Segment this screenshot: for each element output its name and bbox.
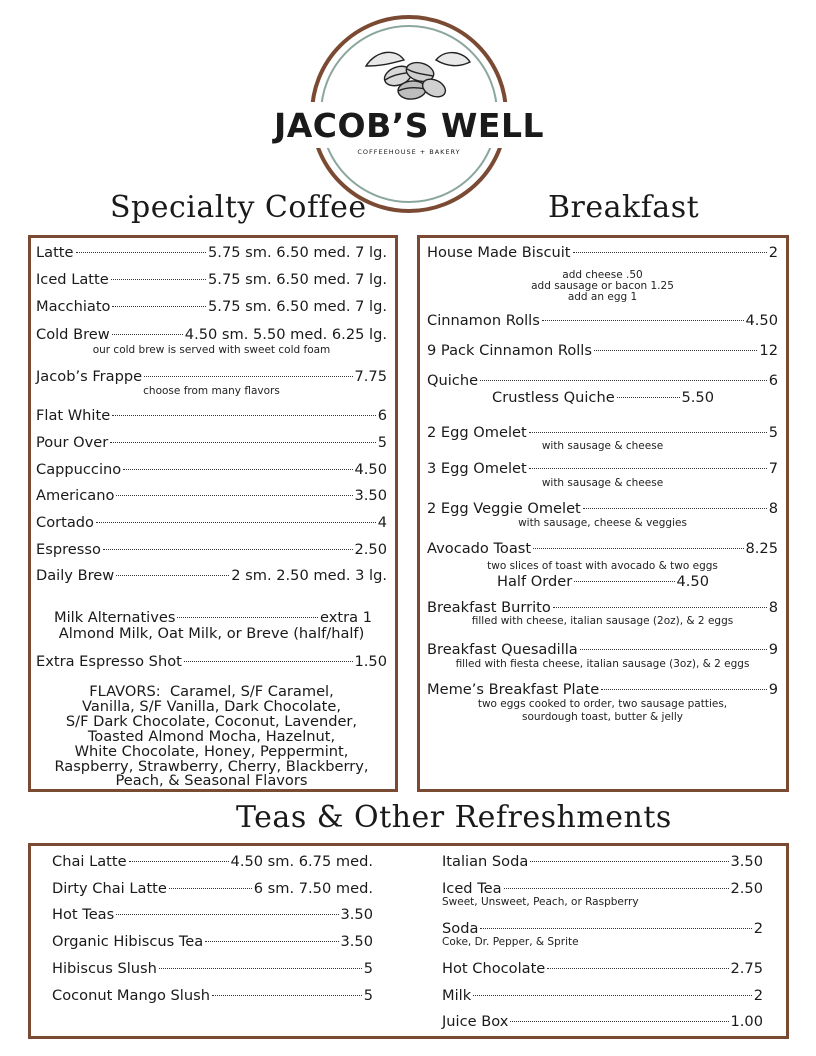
menu-item: Hot Teas 3.50 (52, 906, 373, 923)
menu-item: Chai Latte 4.50 sm. 6.75 med. (52, 853, 373, 870)
menu-item: Latte 5.75 sm. 6.50 med. 7 lg. (36, 244, 387, 261)
menu-item: Soda 2 (442, 920, 763, 937)
menu-item: Juice Box 1.00 (442, 1013, 763, 1030)
menu-item: Flat White 6 (36, 407, 387, 424)
item-note: with sausage & cheese (541, 477, 664, 489)
menu-item: Hibiscus Slush 5 (52, 960, 373, 977)
menu-item: Half Order 4.50 (497, 573, 709, 590)
item-note: our cold brew is served with sweet cold foam (92, 344, 331, 356)
item-note: two slices of toast with avocado & two eggs (487, 560, 718, 572)
item-note: add cheese .50 (562, 269, 643, 281)
item-note: choose from many flavors (143, 385, 280, 397)
menu-item: Milk 2 (442, 987, 763, 1004)
flavors-line: Peach, & Seasonal Flavors (115, 772, 308, 789)
item-note: add an egg 1 (567, 291, 638, 303)
menu-item: Extra Espresso Shot 1.50 (36, 653, 387, 670)
menu-item: 9 Pack Cinnamon Rolls 12 (427, 342, 778, 359)
menu-item: Pour Over 5 (36, 434, 387, 451)
item-note: add sausage or bacon 1.25 (531, 280, 674, 292)
menu-item: House Made Biscuit 2 (427, 244, 778, 261)
menu-item: Hot Chocolate 2.75 (442, 960, 763, 977)
menu-item: Jacob’s Frappe 7.75 (36, 368, 387, 385)
item-note: sourdough toast, butter & jelly (522, 711, 683, 723)
flavors-line: Toasted Almond Mocha, Hazelnut, (87, 728, 336, 745)
menu-item: 2 Egg Veggie Omelet 8 (427, 500, 778, 517)
menu-item: Avocado Toast 8.25 (427, 540, 778, 557)
milk-alternatives-note: Almond Milk, Oat Milk, or Breve (half/half) (58, 625, 365, 642)
item-note: Sweet, Unsweet, Peach, or Raspberry (442, 896, 639, 908)
menu-item: Breakfast Quesadilla 9 (427, 641, 778, 658)
svg-text:JACOB’S WELL: JACOB’S WELL (273, 106, 545, 145)
menu-item: Milk Alternatives extra 1 (54, 609, 372, 626)
item-note: with sausage, cheese & veggies (518, 517, 687, 529)
menu-item: Americano 3.50 (36, 487, 387, 504)
flavors-label: FLAVORS: (89, 683, 161, 700)
menu-item: Breakfast Burrito 8 (427, 599, 778, 616)
item-note: filled with fiesta cheese, italian sausage (3oz), & 2 eggs (455, 658, 750, 670)
teas-title: Teas & Other Refreshments (236, 800, 672, 835)
item-note: filled with cheese, italian sausage (2oz), & 2 eggs (471, 615, 734, 627)
menu-item: Cortado 4 (36, 514, 387, 531)
menu-item: Iced Latte 5.75 sm. 6.50 med. 7 lg. (36, 271, 387, 288)
menu-item: Cold Brew 4.50 sm. 5.50 med. 6.25 lg. (36, 326, 387, 343)
item-note: Coke, Dr. Pepper, & Sprite (442, 936, 579, 948)
menu-item: Coconut Mango Slush 5 (52, 987, 373, 1004)
flavors-line: Raspberry, Strawberry, Cherry, Blackberry, (54, 758, 369, 775)
menu-item: Crustless Quiche 5.50 (492, 389, 714, 406)
coffee-beans-icon (366, 52, 470, 100)
menu-item: Dirty Chai Latte 6 sm. 7.50 med. (52, 880, 373, 897)
svg-text:COFFEEHOUSE + BAKERY: COFFEEHOUSE + BAKERY (357, 148, 461, 156)
menu-item: Cappuccino 4.50 (36, 461, 387, 478)
jacobs-well-logo (273, 14, 545, 214)
menu-item: Espresso 2.50 (36, 541, 387, 558)
flavors-line: Vanilla, S/F Vanilla, Dark Chocolate, (82, 698, 341, 715)
menu-item: Meme’s Breakfast Plate 9 (427, 681, 778, 698)
menu-item: Cinnamon Rolls 4.50 (427, 312, 778, 329)
menu-item: Italian Soda 3.50 (442, 853, 763, 870)
menu-item: 3 Egg Omelet 7 (427, 460, 778, 477)
flavors-line: S/F Dark Chocolate, Coconut, Lavender, (65, 713, 358, 730)
menu-item: Daily Brew 2 sm. 2.50 med. 3 lg. (36, 567, 387, 584)
flavors-line: White Chocolate, Honey, Peppermint, (74, 743, 349, 760)
menu-item: 2 Egg Omelet 5 (427, 424, 778, 441)
specialty-coffee-title: Specialty Coffee (110, 190, 367, 225)
menu-item: Organic Hibiscus Tea 3.50 (52, 933, 373, 950)
item-note: with sausage & cheese (541, 440, 664, 452)
item-note: two eggs cooked to order, two sausage patties, (477, 698, 728, 710)
menu-item: Iced Tea 2.50 (442, 880, 763, 897)
menu-item: Quiche 6 (427, 372, 778, 389)
breakfast-title: Breakfast (548, 190, 700, 225)
flavors-line: FLAVORS: Caramel, S/F Caramel, (89, 683, 334, 700)
menu-item: Macchiato 5.75 sm. 6.50 med. 7 lg. (36, 298, 387, 315)
